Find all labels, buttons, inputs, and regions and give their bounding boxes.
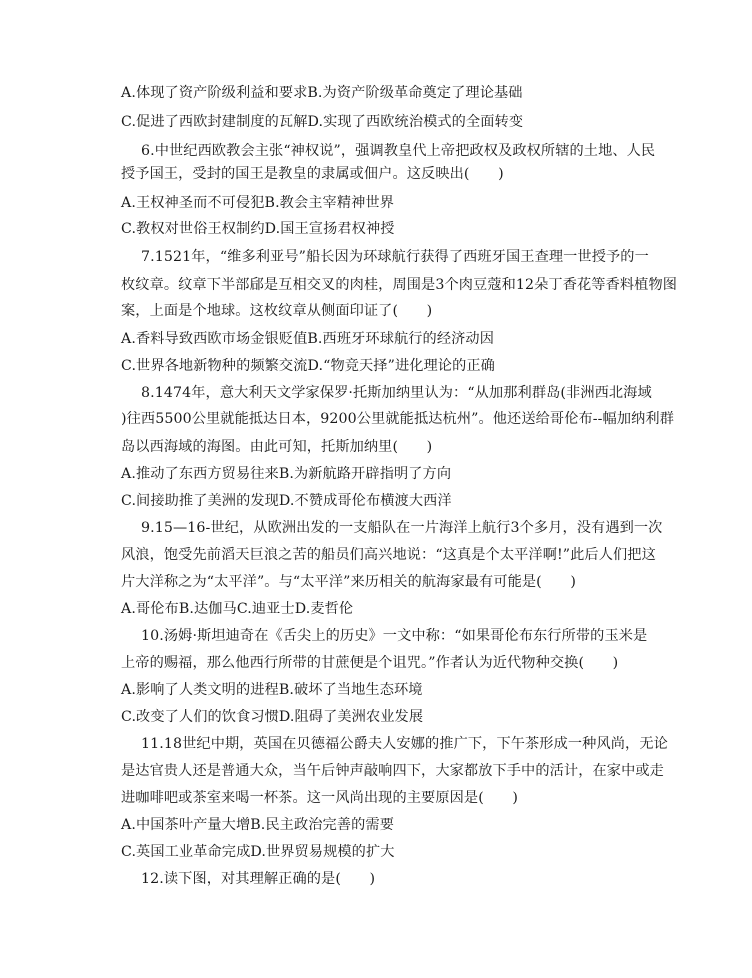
q8-option-ab: A.推动了东西方贸易往来B.为新航路开辟指明了方向 xyxy=(121,466,452,482)
q12-stem: 12.读下图，对其理解正确的是( ) xyxy=(141,871,376,887)
q8-stem-line-1: 8.1474年，意大利天文学家保罗·托斯加纳里认为：“从加那利群岛(非洲西北海域 xyxy=(141,385,652,401)
q11-option-cd: C.英国工业革命完成D.世界贸易规模的扩大 xyxy=(121,844,395,860)
q7-option-ab: A.香料导致西欧市场金银贬值B.西班牙环球航行的经济动因 xyxy=(121,331,494,347)
q9-stem-line-2: 风浪，饱受先前滔天巨浪之苦的船员们高兴地说：“这真是个太平洋啊!”此后人们把这 xyxy=(121,547,656,563)
q7-stem-line-3: 案，上面是个地球。这枚纹章从侧面印证了( ) xyxy=(121,303,433,319)
q8-stem-line-3: 岛以西海域的海图。由此可知，托斯加纳里( ) xyxy=(121,439,433,455)
q9-options: A.哥伦布B.达伽马C.迪亚士D.麦哲伦 xyxy=(121,601,354,617)
q11-stem-line-1: 11.18世纪中期，英国在贝德福公爵夫人安娜的推广下，下午茶形成一种风尚，无论 xyxy=(141,736,668,752)
q10-option-ab: A.影响了人类文明的进程B.破坏了当地生态环境 xyxy=(121,682,423,698)
q9-stem-line-1: 9.15—16-世纪，从欧洲出发的一支船队在一片海洋上航行3个多月，没有遇到一次 xyxy=(141,520,663,536)
q6-stem-line-2: 授予国王，受封的国王是教皇的隶属或佃户。这反映出( ) xyxy=(121,166,504,182)
q11-stem-line-3: 进咖啡吧或茶室来喝一杯茶。这一风尚出现的主要原因是( ) xyxy=(121,790,519,806)
q7-option-cd: C.世界各地新物种的频繁交流D.“物竞天择”进化理论的正确 xyxy=(121,358,495,374)
q10-stem-line-1: 10.汤姆·斯坦迪奇在《舌尖上的历史》一文中称：“如果哥伦布东行所带的玉米是 xyxy=(141,628,648,644)
q10-option-cd: C.改变了人们的饮食习惯D.阻碍了美洲农业发展 xyxy=(121,709,424,725)
q11-option-ab: A.中国茶叶产量大增B.民主政治完善的需要 xyxy=(121,817,394,833)
q8-stem-line-2: )往西5500公里就能抵达日本，9200公里就能抵达杭州”。他还送给哥伦布--幅加纳利群 xyxy=(121,411,674,427)
q8-option-cd: C.间接助推了美洲的发现D.不赞成哥伦布横渡大西洋 xyxy=(121,493,452,509)
q7-stem-line-1: 7.1521年，“维多利亚号”船长因为环球航行获得了西班牙国王查理一世授予的一 xyxy=(141,249,649,265)
q10-stem-line-2: 上帝的赐福，那么他西行所带的甘蔗便是个诅咒。”作者认为近代物种交换( ) xyxy=(121,655,619,671)
q5-option-ab: A.体现了资产阶级利益和要求B.为资产阶级革命奠定了理论基础 xyxy=(121,85,523,101)
q6-option-cd: C.教权对世俗王权制约D.国王宣扬君权神授 xyxy=(121,221,395,237)
q9-stem-line-3: 片大洋称之为“太平洋”。与“太平洋”来历相关的航海家最有可能是( ) xyxy=(121,574,577,590)
q7-stem-line-2: 枚纹章。纹章下半部郈是互相交叉的肉桂，周围是3个肉豆蔻和12朵丁香花等香料植物图 xyxy=(121,277,678,293)
q6-stem-line-1: 6.中世纪西欧教会主张“神权说”，强调教皇代上帝把政权及政权所辖的土地、人民 xyxy=(141,143,656,159)
q5-option-cd: C.促进了西欧封建制度的瓦解D.实现了西欧统治模式的全面转变 xyxy=(121,114,524,130)
q6-option-ab: A.王权神圣而不可侵犯B.教会主宰精神世界 xyxy=(121,195,394,211)
q11-stem-line-2: 是达官贵人还是普通大众，当午后钟声敲响四下，大家都放下手中的活计，在家中或走 xyxy=(121,763,664,779)
